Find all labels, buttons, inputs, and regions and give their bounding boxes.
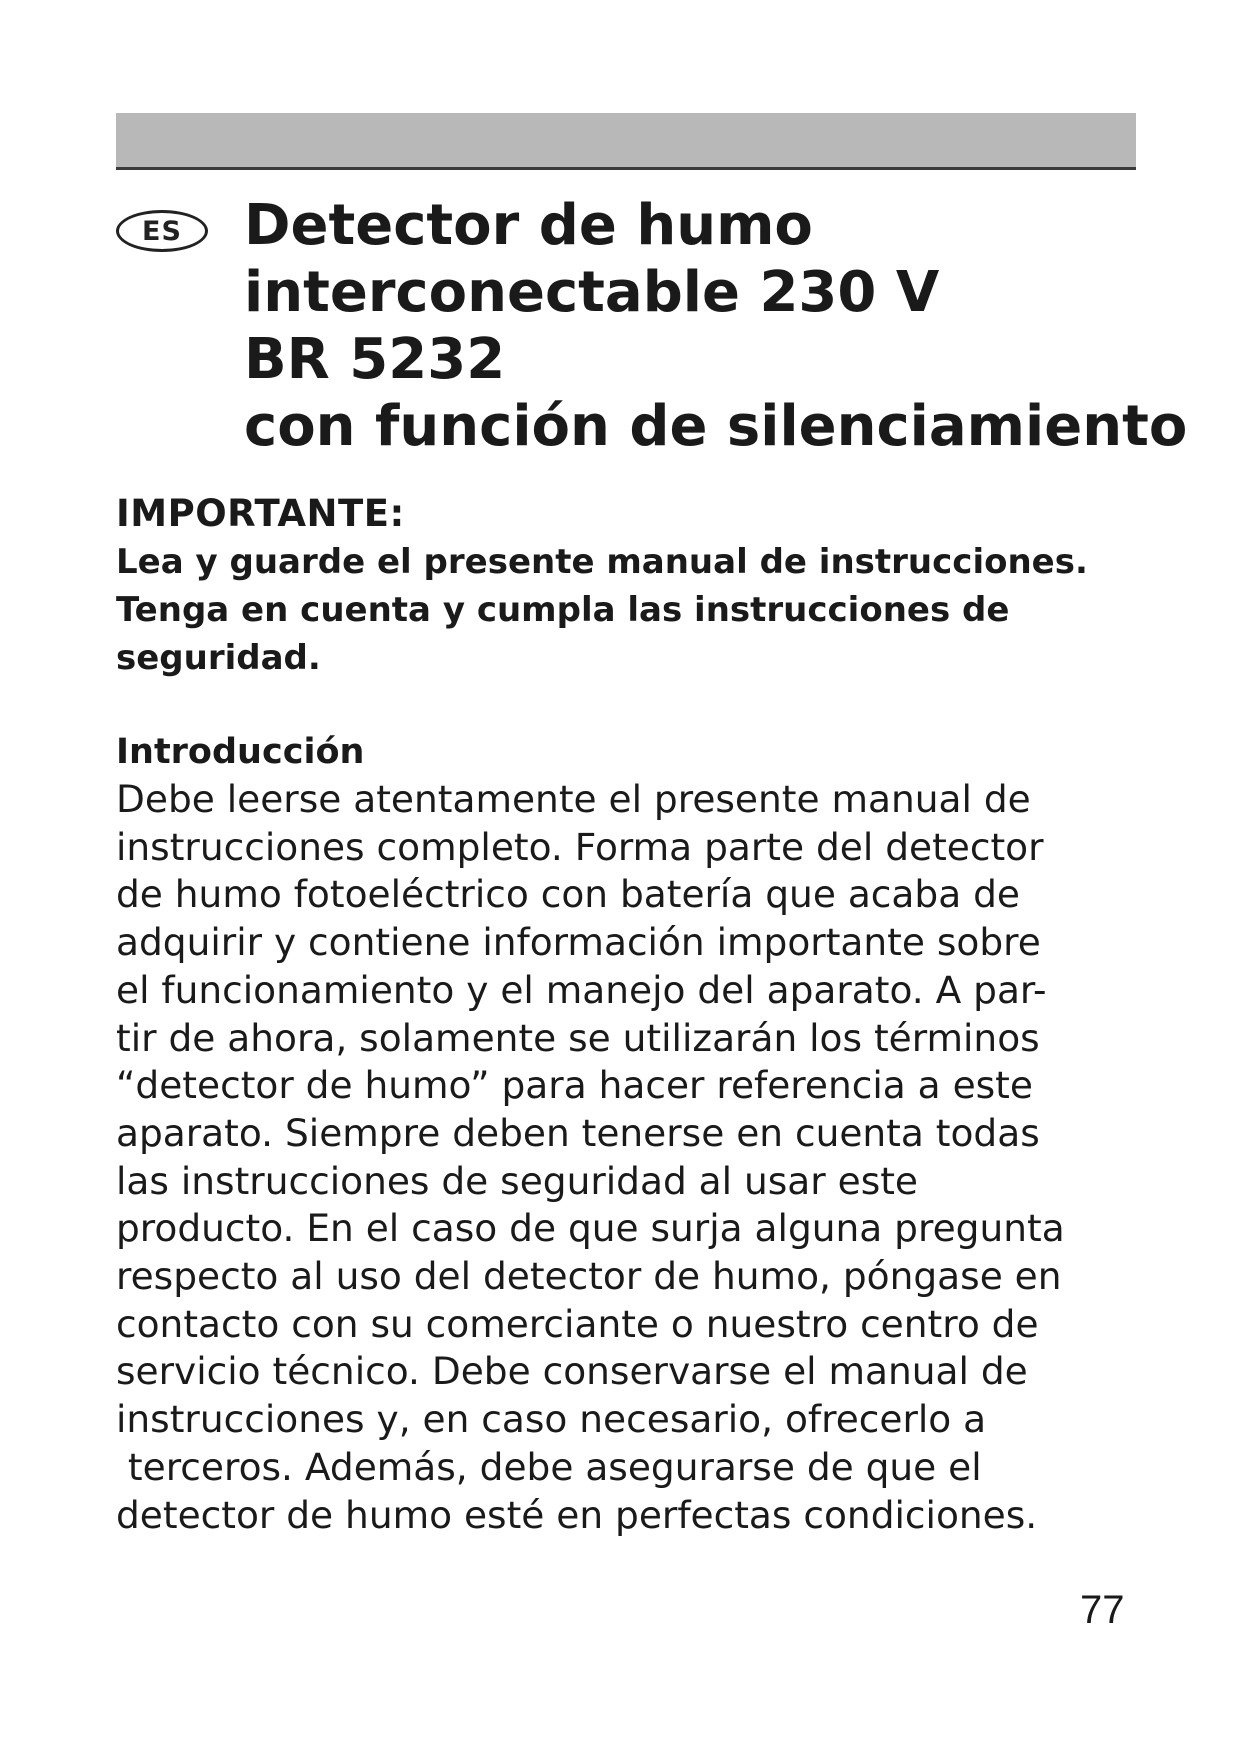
language-badge: ES	[116, 210, 208, 252]
important-notice	[116, 490, 1146, 682]
title-line: BR 5232	[244, 327, 506, 392]
body-text-line: respecto al uso del detector de humo, póngase en	[116, 1254, 1062, 1299]
title-line: Detector de humo	[244, 193, 813, 258]
title-line: interconectable 230 V	[244, 260, 940, 325]
body-text-line: “detector de humo” para hacer referencia a este	[116, 1063, 1033, 1108]
important-label: IMPORTANTE:	[116, 492, 405, 535]
body-text-line: instrucciones completo. Forma parte del detector	[116, 824, 1044, 869]
important-line: Tenga en cuenta y cumpla las instrucciones de	[116, 590, 1010, 630]
body-text-line: aparato. Siempre deben tenerse en cuenta todas	[116, 1110, 1040, 1155]
section-heading: Introducción	[116, 732, 365, 772]
important-line: seguridad.	[116, 638, 321, 678]
body-text-line: Debe leerse atentamente el presente manual de	[116, 777, 1031, 821]
body-text-line: el funcionamiento y el manejo del aparato. A par-	[116, 967, 1047, 1012]
body-text-line: contacto con su comerciante o nuestro centro de	[116, 1301, 1039, 1346]
body-text-line: de humo fotoeléctrico con batería que acaba de	[116, 872, 1020, 917]
body-text-line: detector de humo esté en perfectas condiciones.	[116, 1492, 1038, 1537]
body-text-line: producto. En el caso de que surja alguna pregunta	[116, 1206, 1065, 1251]
body-text-line: instrucciones y, en caso necesario, ofrecerlo a	[116, 1397, 987, 1442]
body-text-line: servicio técnico. Debe conservarse el manual de	[116, 1349, 1028, 1394]
body-text-line: adquirir y contiene información importante sobre	[116, 920, 1041, 965]
header-bar	[116, 113, 1136, 170]
page-number: 77	[1080, 1588, 1125, 1632]
body-text-line: tir de ahora, solamente se utilizarán los términos	[116, 1015, 1040, 1060]
introduction-section	[116, 728, 1156, 1539]
important-line: Lea y guarde el presente manual de instrucciones.	[116, 542, 1088, 582]
body-text-line: terceros. Además, debe asegurarse de que el	[116, 1444, 982, 1489]
title-line: con función de silenciamiento	[244, 394, 1188, 459]
page-title	[244, 192, 1188, 460]
body-text-line: las instrucciones de seguridad al usar este	[116, 1158, 919, 1203]
